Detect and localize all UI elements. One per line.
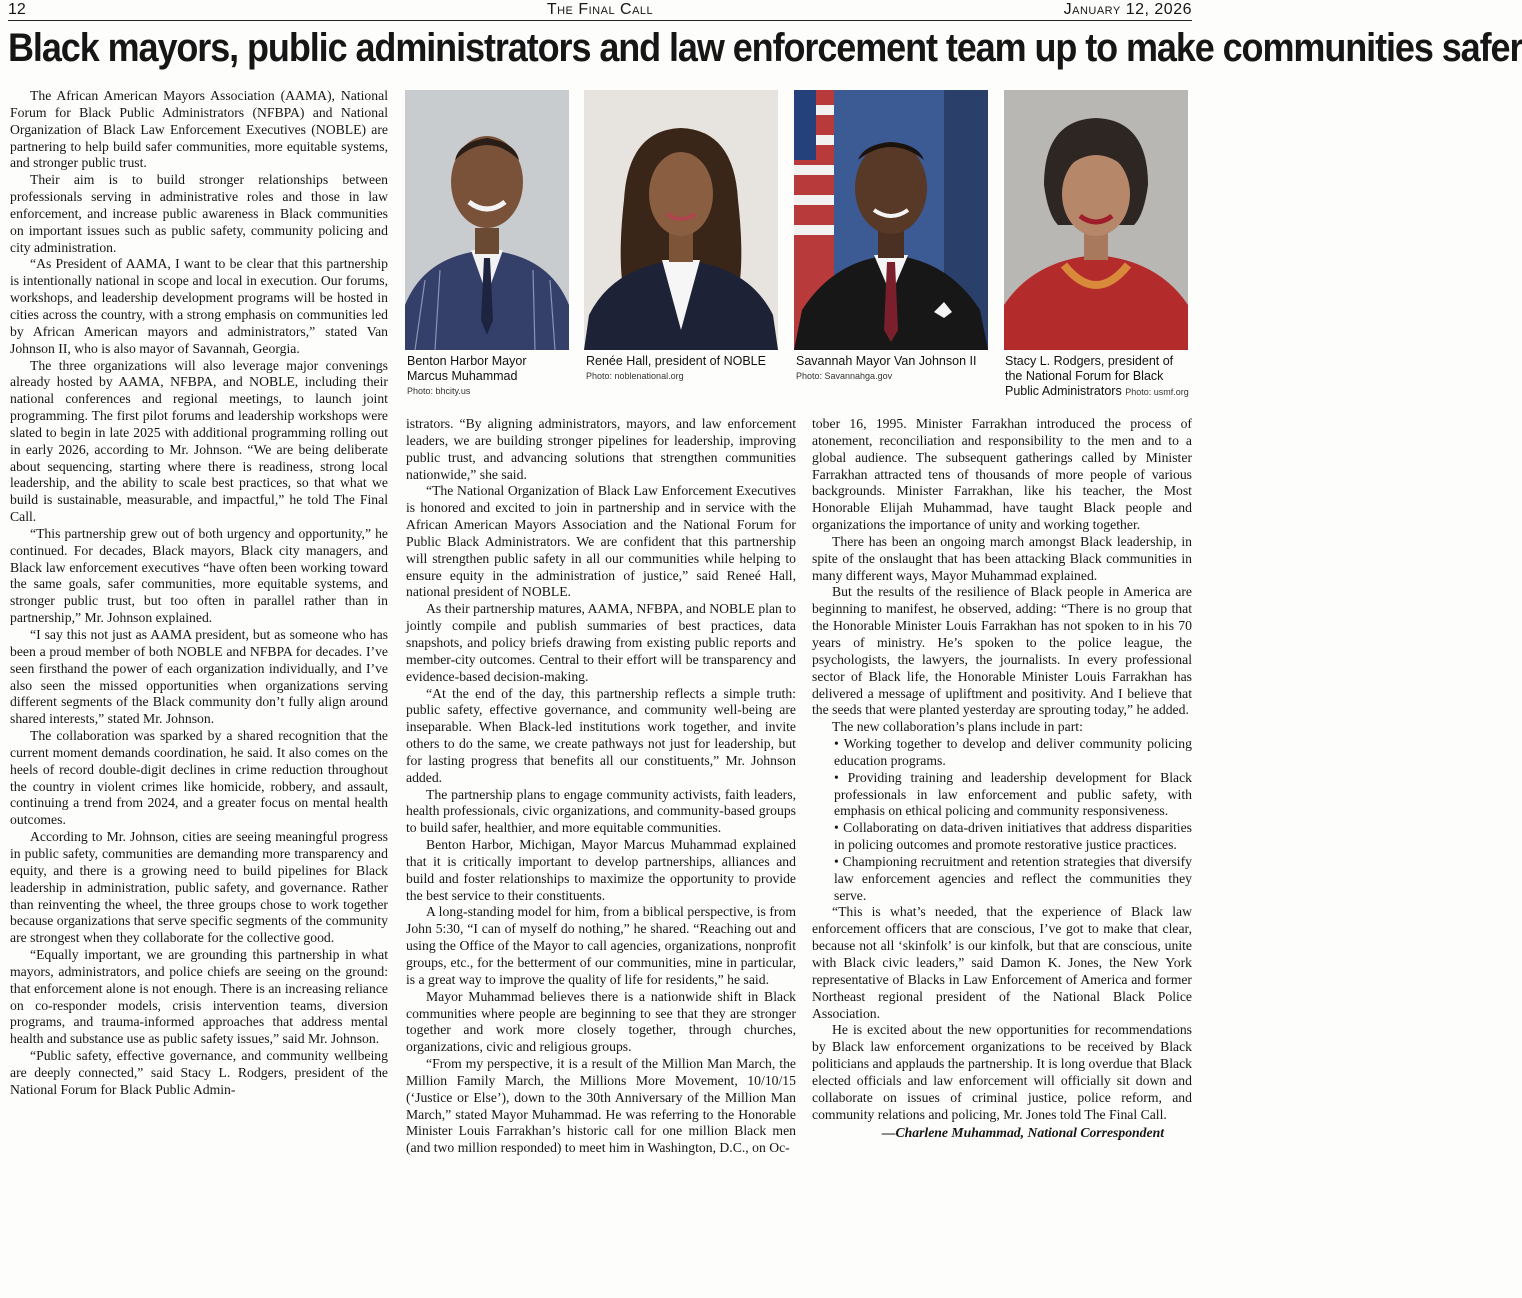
paragraph: He is excited about the new opportunities for recommendations by Black law enforcement organizations to be received by Black politicians and applauds the partnership. It is long overdue that Black elected officials and law enforcement will officially sit down and collaborate on issues of criminal justice, police reform, and community relations and policing, Mr. Jones told The Final Call.	[812, 1022, 1192, 1122]
paragraph: The three organizations will also leverage major convenings already hosted by AAMA, NFBPA, and NOBLE, including their national conferences and regional meetings, to launch joint programming. The first pilot forums and leadership workshops were slated to begin in late 2025 with additional programming rolling out in early 2026, according to Mr. Johnson. “We are being deliberate about sequencing, starting where there is readiness, strong local leadership, and the ability to scale best practices, so that what we build is sustainable, measurable, and impactful,” he told The Final Call.	[10, 357, 388, 525]
paragraph: The collaboration was sparked by a shared recognition that the current moment demands coordination, he said. It also comes on the heels of record double-digit declines in crime reduction throughout the country in violent crimes like homicide, robbery, and assault, continuing a trend from 2024, and a greater focus on mental health outcomes.	[10, 728, 388, 828]
bullet-item: • Providing training and leadership development for Black professionals in law enforcement and public safety, with emphasis on ethical policing and community responsiveness.	[834, 769, 1192, 819]
article-column-2	[406, 416, 796, 1296]
byline: —Charlene Muhammad, National Correspondent	[881, 1125, 1164, 1141]
caption-van-johnson: Savannah Mayor Van Johnson II Photo: Savannahga.gov	[796, 354, 996, 384]
paragraph: “Public safety, effective governance, and community wellbeing are deeply connected,” said Stacy L. Rodgers, president of the National Forum for Black Public Admin-	[10, 1048, 388, 1097]
paragraph: “This partnership grew out of both urgency and opportunity,” he continued. For decades, Black mayors, Black city managers, and Black law enforcement executives “have often been working toward the same goals, safer communities, more equitable systems, and stronger public trust, but too often in parallel rather than in partnership,” Mr. Johnson explained.	[10, 525, 388, 626]
paragraph: Their aim is to build stronger relationships between professionals serving in administrative roles and those in law enforcement, and increase public awareness in Black communities on important issues such as public safety, community policing and city administration.	[10, 172, 388, 255]
article-column-3	[812, 416, 1192, 1296]
issue-date: January 12, 2026	[1063, 1, 1192, 18]
photo-van-johnson	[794, 90, 988, 350]
photo-stacy-rodgers	[1004, 90, 1188, 350]
paragraph: According to Mr. Johnson, cities are seeing meaningful progress in public safety, communities are demanding more transparency and equity, and there is a growing need to build pipelines for Black leadership in administration, public safety, and governance. Rather than reinventing the wheel, the three groups chose to work together because organizations that serve specific segments of the community are strongest when they collaborate for the collective good.	[10, 829, 388, 946]
publication-name: The Final Call	[546, 1, 654, 18]
bullet-item: • Working together to develop and deliver community policing education programs.	[834, 736, 1192, 768]
article-column-1	[10, 88, 388, 1296]
caption-marcus-muhammad: Benton Harbor Mayor Marcus Muhammad Photo: bhcity.us	[407, 354, 577, 399]
photo-credit: Photo: noblenational.org	[586, 371, 684, 381]
page-number: 12	[8, 1, 26, 18]
paragraph: tober 16, 1995. Minister Farrakhan introduced the process of atonement, reconciliation and responsibility to the men and to a global audience. The subsequent gatherings called by Minister Farrakhan attracted tens of thousands of more people of various backgrounds. Minister Farrakhan, like his teacher, the Most Honorable Elijah Muhammad, have taught Black people and organizations the importance of unity and working together.	[812, 416, 1192, 533]
bullet-item: • Collaborating on data-driven initiatives that address disparities in policing outcomes and promote restorative justice practices.	[834, 820, 1192, 853]
portrait-image	[794, 90, 988, 350]
photo-credit: Photo: usmf.org	[1125, 387, 1189, 397]
paragraph: Mayor Muhammad believes there is a nationwide shift in Black communities where people are beginning to see that they are stronger together and work more closely together, through churches, organizations, civic and religious groups.	[406, 988, 796, 1055]
paragraph: “The National Organization of Black Law Enforcement Executives is honored and excited to join in partnership and in service with the African American Mayors Association and the National Forum for Public Black Administrators. We are confident that this partnership will strengthen public safety in all our communities while helping to ensure equity in the administration of justice,” said Reneé Hall, national president of NOBLE.	[406, 483, 796, 600]
paragraph: The African American Mayors Association (AAMA), National Forum for Black Public Administrators (NFBPA) and National Organization of Black Law Enforcement Executives (NOBLE) are partnering to help build safer communities, more equitable systems, and stronger public trust.	[10, 88, 388, 171]
paragraph: Benton Harbor, Michigan, Mayor Marcus Muhammad explained that it is critically important to develop partnerships, alliances and build and foster relationships to maximize the opportunity to provide the best service to their constituents.	[406, 837, 796, 903]
paragraph: istrators. “By aligning administrators, mayors, and law enforcement leaders, we are building stronger pipelines for leadership, improving public trust, and advancing solutions that strengthen communities nationwide,” she said.	[406, 416, 796, 482]
photo-marcus-muhammad	[405, 90, 569, 350]
paragraph: “I say this not just as AAMA president, but as someone who has been a proud member of both NOBLE and NFBPA for decades. I’ve seen firsthand the power of each organization individually, and I’ve also seen the missed opportunities when organizations serving different segments of the Black community don’t fully align around shared interests,” stated Mr. Johnson.	[10, 627, 388, 727]
caption-renee-hall: Renée Hall, president of NOBLE Photo: noblenational.org	[586, 354, 786, 384]
bullet-item: • Championing recruitment and retention strategies that diversify law enforcement agencies and reflect the communities they serve.	[834, 853, 1192, 903]
photo-credit: Photo: Savannahga.gov	[796, 371, 893, 381]
paragraph: But the results of the resilience of Black people in America are beginning to manifest, he observed, adding: “There is no group that the Honorable Minister Louis Farrakhan has not spoken to in his 70 years of ministry. He’s spoken to the police league, the psychologists, the lawyers, the journalists. In every professional sector of Black life, the Honorable Minister Louis Farrakhan has delivered a message of upliftment and positivity. And I believe that the seeds that were planted yesterday are sprouting today,” he added.	[812, 584, 1192, 718]
caption-stacy-rodgers: Stacy L. Rodgers, president of the National Forum for Black Public Administrators Photo: usmf.org	[1005, 354, 1189, 398]
paragraph: There has been an ongoing march amongst Black leadership, in spite of the onslaught that has been attacking Black communities in many different ways, Mayor Muhammad explained.	[812, 533, 1192, 583]
paragraph: “This is what’s needed, that the experience of Black law enforcement officers that are conscious, I’ve got to make that clear, because not all ‘skinfolk’ is our kinfolk, but that are conscious, unite with Black civic leaders,” said Damon K. Jones, the New York representative of Blacks in Law Enforcement of America and former Northeast regional president of the National Black Police Association.	[812, 904, 1192, 1021]
paragraph: “Equally important, we are grounding this partnership in what mayors, administrators, and police chiefs are seeing on the ground: that enforcement alone is not enough. There is an increasing reliance on co-responder models, crisis intervention teams, diversion programs, and trauma-informed approaches that address mental health and substance use as public safety issues,” said Mr. Johnson.	[10, 947, 388, 1047]
portrait-image	[584, 90, 778, 350]
folio-bar	[8, 0, 1192, 21]
paragraph: “From my perspective, it is a result of the Million Man March, the Million Family March, the Millions More Movement, 10/10/15 (‘Justice or Else’), down to the 30th Anniversary of the Million Man March,” stated Mayor Muhammad. He was referring to the Honorable Minister Louis Farrakhan’s historic call for one million Black men (and two million responded) to meet him in Washington, D.C., on Oc-	[406, 1056, 796, 1156]
paragraph: The new collaboration’s plans include in part:	[832, 719, 1083, 735]
paragraph: “At the end of the day, this partnership reflects a simple truth: public safety, effective governance, and community well-being are inseparable. When Black-led institutions work together, and invite others to do the same, we create pathways not just for leadership, but for lasting progress that benefits all our constituents,” Mr. Johnson added.	[406, 685, 796, 785]
paragraph: As their partnership matures, AAMA, NFBPA, and NOBLE plan to jointly compile and publish summaries of best practices, data snapshots, and policy briefs drawing from existing public reports and member-city outcomes. Central to their effort will be transparency and evidence-based decision-making.	[406, 601, 796, 684]
photo-credit: Photo: bhcity.us	[407, 386, 471, 396]
paragraph: The partnership plans to engage community activists, faith leaders, health professionals, civic organizations, and community-based groups to build safer, healthier, and more equitable communities.	[406, 786, 796, 836]
photo-renee-hall	[584, 90, 778, 350]
paragraph: “As President of AAMA, I want to be clear that this partnership is intentionally national in scope and local in execution. Our forums, workshops, and leadership development programs will be hosted in cities across the country, with a strong emphasis on communities led by African American mayors and administrators,” stated Van Johnson II, who is also mayor of Savannah, Georgia.	[10, 256, 388, 356]
paragraph: A long-standing model for him, from a biblical perspective, is from John 5:30, “I can of myself do nothing,” he shared. “Reaching out and using the Office of the Mayor to call agencies, organizations, nonprofit groups, etc., for the betterment of our communities, mine in particular, is a great way to improve the quality of life for residents,” he said.	[406, 904, 796, 987]
portrait-image	[1004, 90, 1188, 350]
portrait-image	[405, 90, 569, 350]
headline: Black mayors, public administrators and law enforcement team up to make communities safer	[8, 26, 1522, 70]
